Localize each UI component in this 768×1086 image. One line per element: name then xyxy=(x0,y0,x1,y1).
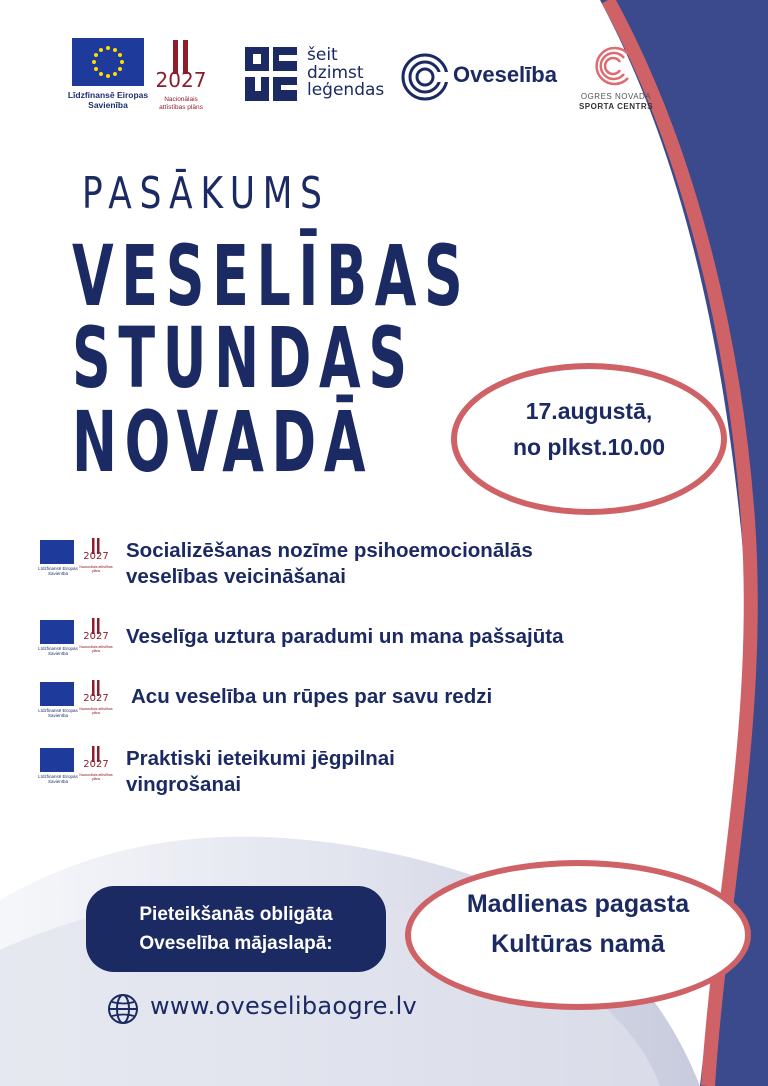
ogre-legends-icon xyxy=(245,47,297,101)
date-text xyxy=(451,393,727,465)
national-plan-year: 2027 xyxy=(83,693,109,704)
globe-icon xyxy=(107,993,139,1025)
national-plan-caption: Nacionālais attīstības plāns xyxy=(79,707,113,715)
eu-flag-icon xyxy=(40,620,74,644)
national-plan-caption: Nacionālais attīstības plāns xyxy=(79,565,113,573)
sport-center-line: OGRES NOVADA xyxy=(580,92,652,101)
oveseliba-logo-icon xyxy=(400,52,450,102)
eu-caption: Līdzfinansē Eiropas Savienība xyxy=(38,646,78,656)
national-plan-year: 2027 xyxy=(83,551,109,562)
national-plan-caption: Nacionālais attīstības plāns xyxy=(79,645,113,653)
topic-label-line: veselības veicināšanai xyxy=(126,565,346,588)
registration-line: Oveselība mājaslapā: xyxy=(139,933,333,954)
topic-logos xyxy=(38,680,114,724)
topic-logos xyxy=(38,618,114,662)
eu-caption: Līdzfinansē Eiropas Savienība xyxy=(38,708,78,718)
topic-label xyxy=(126,624,726,650)
date-line: 17.augustā, xyxy=(525,398,653,424)
eu-flag-icon xyxy=(40,748,74,772)
topic-label xyxy=(126,746,726,798)
eu-flag-icon xyxy=(72,38,144,86)
event-prefix: PASĀKUMS xyxy=(82,168,330,219)
topic-item xyxy=(38,538,718,598)
national-plan-year: 2027 xyxy=(83,759,109,770)
national-plan-caption: Nacionālais attīstības plāns xyxy=(79,773,113,781)
topic-label-line: vingrošanai xyxy=(126,773,242,796)
tagline-line: dzimst xyxy=(307,62,364,83)
national-plan-year: 2027 xyxy=(83,631,109,642)
topic-item xyxy=(38,746,718,806)
topic-label xyxy=(131,684,731,710)
title-line-1: VESELĪBAS xyxy=(72,227,471,325)
tagline-line: leģendas xyxy=(307,80,385,100)
eu-caption: Līdzfinansē Eiropas Savienība xyxy=(38,774,78,784)
venue-text xyxy=(405,884,751,964)
venue-line: Kultūras namā xyxy=(491,930,665,958)
topic-item xyxy=(38,680,718,740)
time-line: no plkst.10.00 xyxy=(512,434,666,460)
registration-line: Pieteikšanās obligāta xyxy=(139,904,333,925)
sport-center-caption xyxy=(572,92,660,112)
eu-flag-icon xyxy=(40,540,74,564)
topic-label-line: Praktiski ieteikumi jēgpilnai xyxy=(126,747,395,770)
venue-line: Madlienas pagasta xyxy=(466,890,690,918)
sport-center-line: SPORTA CENTRS xyxy=(578,102,654,111)
topic-item xyxy=(38,618,718,678)
title-line-2: STUNDAS xyxy=(72,309,415,407)
national-plan-year: 2027 xyxy=(155,68,207,92)
title-line-3: NOVADĀ xyxy=(72,393,374,491)
topic-label xyxy=(126,538,726,590)
topic-logos xyxy=(38,538,114,582)
eu-caption: Līdzfinansē Eiropas Savienība xyxy=(38,566,78,576)
ogre-legends-tagline xyxy=(307,47,397,100)
website-link[interactable]: www.oveselibaogre.lv xyxy=(150,992,418,1020)
topic-logos xyxy=(38,746,114,790)
oveseliba-logo-text: Oveselība xyxy=(453,62,557,87)
registration-text xyxy=(86,900,386,958)
eu-caption: Līdzfinansē Eiropas Savienība xyxy=(67,90,149,110)
sport-center-icon xyxy=(592,44,636,88)
topic-label-line: Acu veselība un rūpes par savu redzi xyxy=(131,685,493,708)
national-plan-caption: Nacionālais attīstības plāns xyxy=(159,96,203,111)
eu-flag-icon xyxy=(40,682,74,706)
topic-label-line: Socializēšanas nozīme psihoemocionālās xyxy=(126,539,533,562)
topic-label-line: Veselīga uztura paradumi un mana pašsajūta xyxy=(126,625,564,648)
tagline-line: šeit xyxy=(307,45,338,65)
